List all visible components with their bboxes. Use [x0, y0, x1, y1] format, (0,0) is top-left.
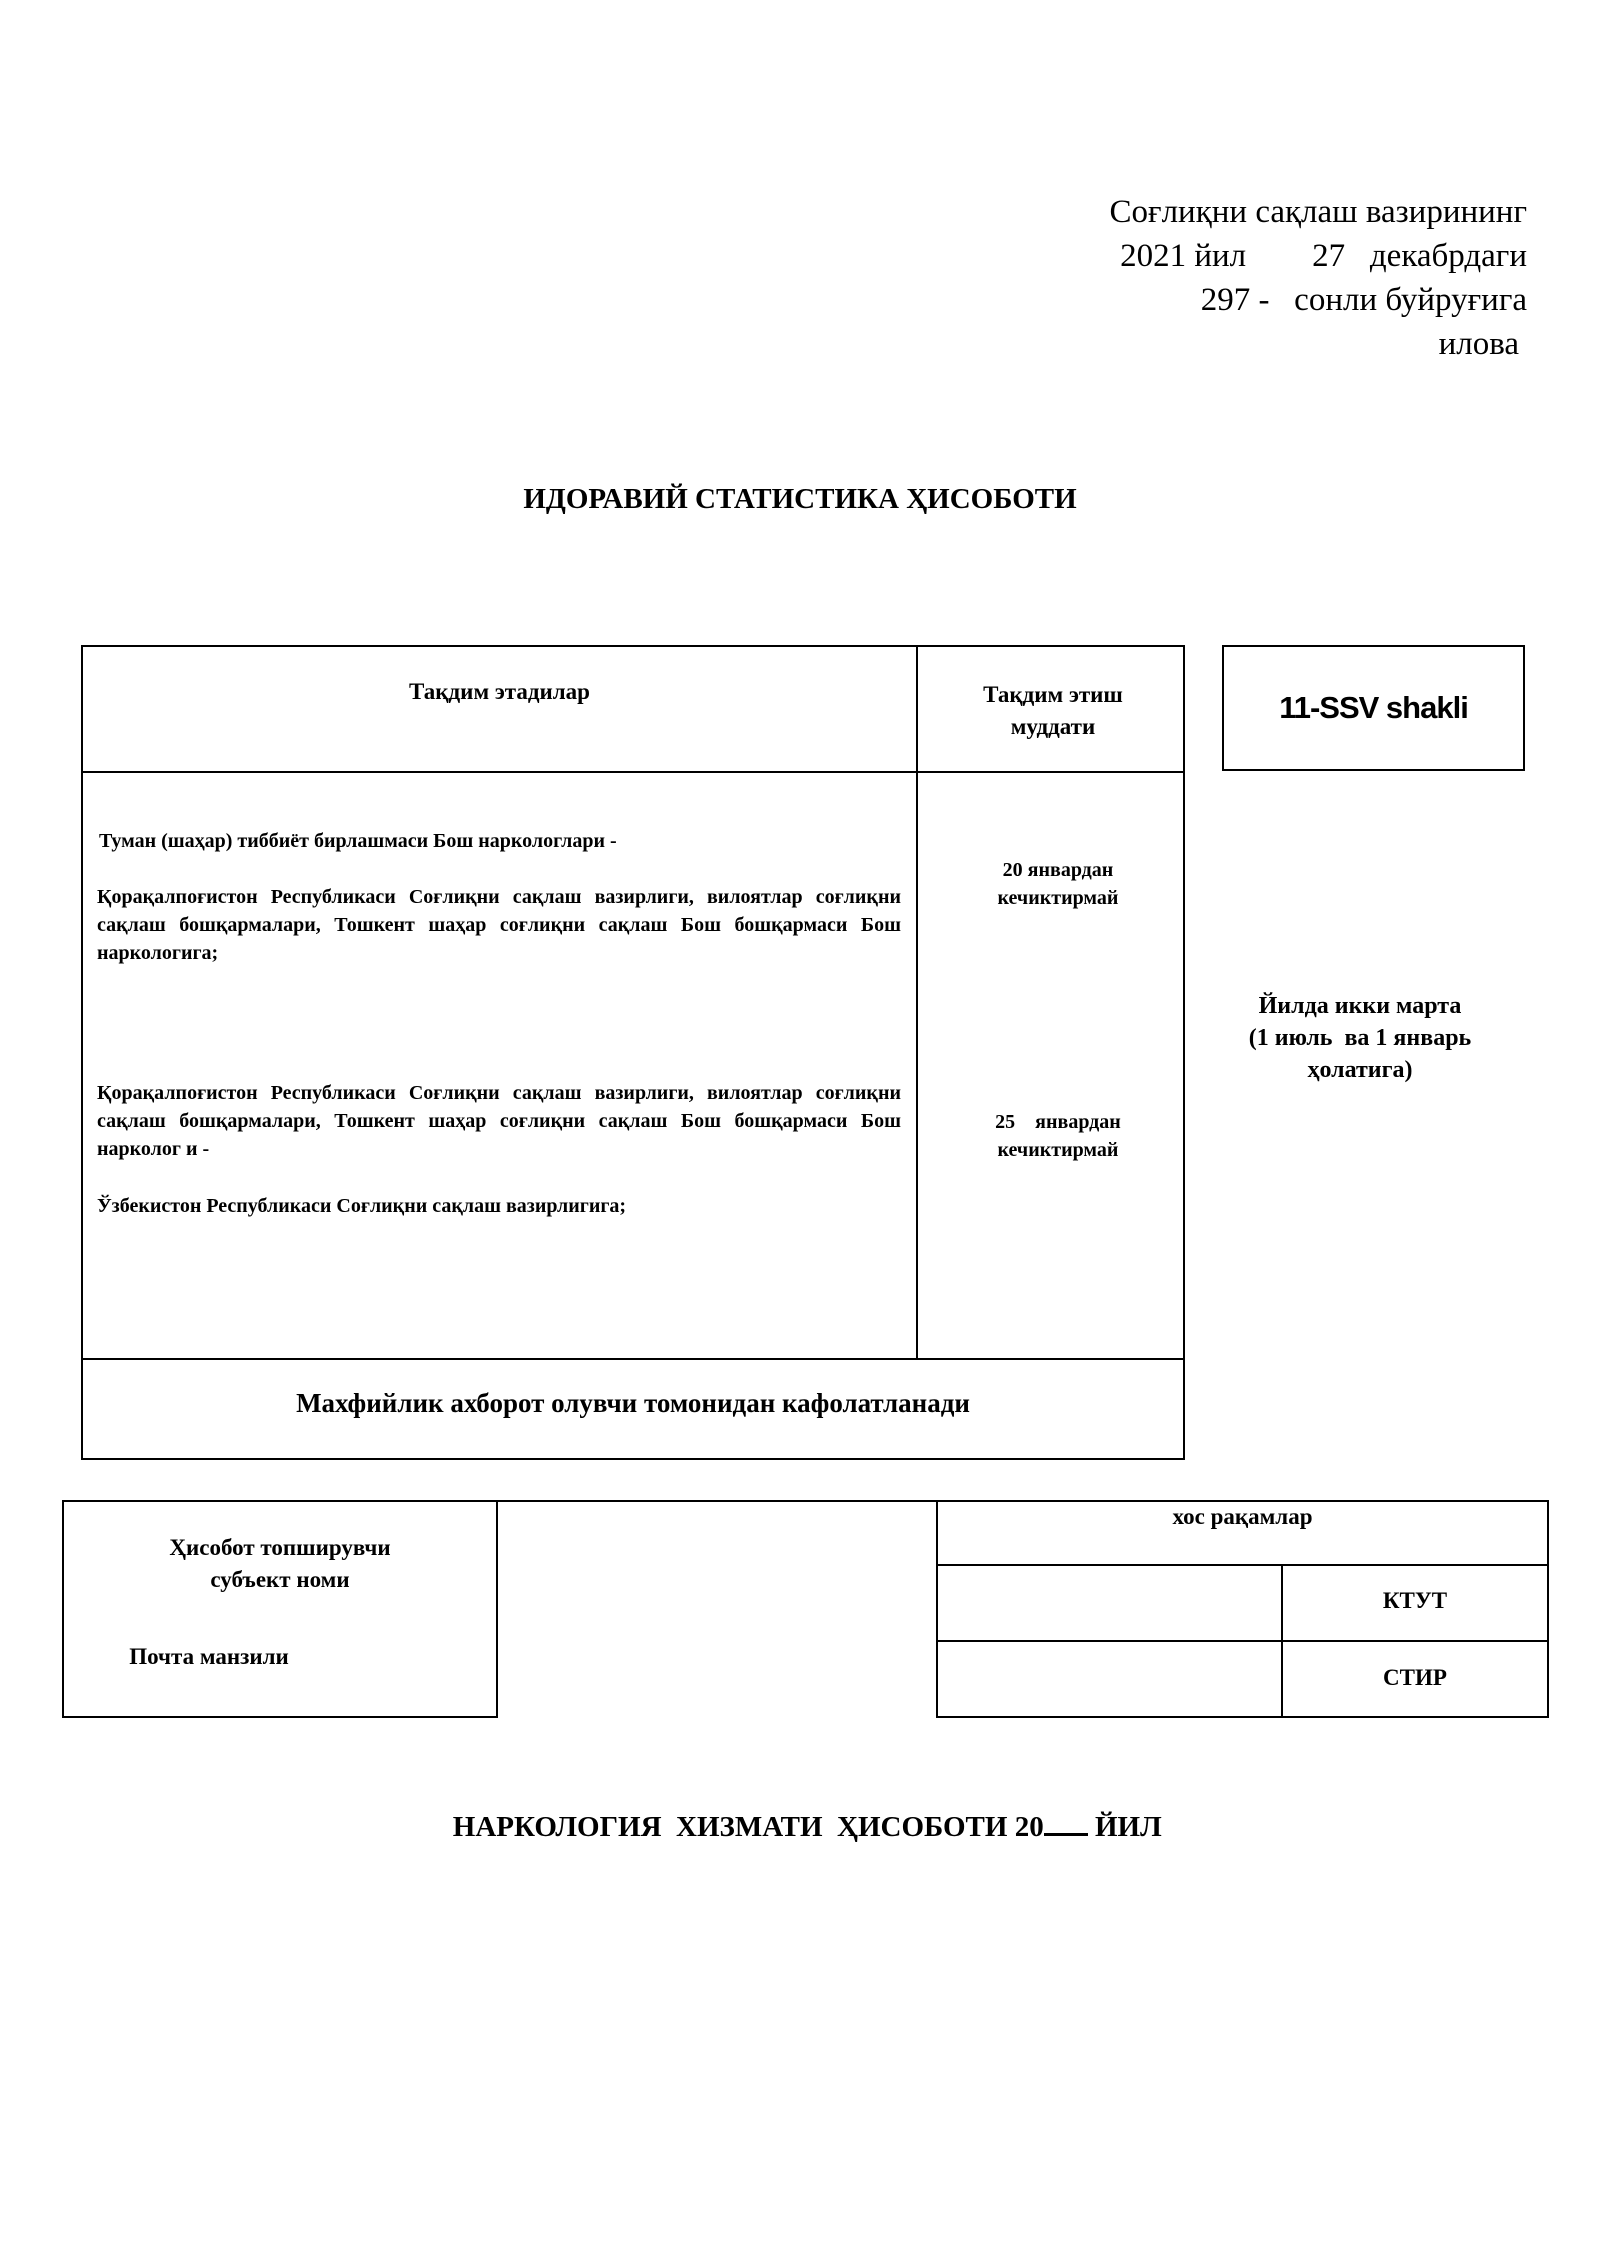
document-title: ИДОРАВИЙ СТАТИСТИКА ҲИСОБОТИ: [523, 483, 1077, 515]
approval-line-3: 297 - сонли буйруғига: [1200, 282, 1527, 318]
table-row-divider: [83, 1358, 1183, 1360]
submission-table: [81, 645, 1185, 1460]
frequency-line-1: Йилда икки марта: [1258, 993, 1462, 1019]
approval-line-2: 2021 йил 27 декабрдаги: [1120, 238, 1527, 274]
codes-column-divider: [1281, 1564, 1283, 1716]
header-recipients: Тақдим этадилар: [409, 679, 590, 704]
report-title-text: НАРКОЛОГИЯ ХИЗМАТИ ҲИСОБОТИ 20: [452, 1811, 1044, 1843]
frequency-line-3: ҳолатига): [1307, 1057, 1413, 1083]
report-title-suffix: ЙИЛ: [1087, 1811, 1162, 1843]
frequency-line-2: (1 июль ва 1 январь: [1248, 1025, 1472, 1051]
frequency-note: [1205, 990, 1515, 1086]
block1-from: Туман (шаҳар) тиббиёт бирлашмаси Бош наркологлари -: [99, 830, 617, 852]
codes-box: [936, 1500, 1549, 1718]
subject-info-box: [62, 1500, 498, 1718]
table-row-divider: [83, 771, 1183, 773]
header-deadline: Тақдим этиш муддати: [983, 682, 1123, 739]
approval-line-1: Соғлиқни сақлаш вазирининг: [1109, 194, 1527, 230]
block2-from: Қорақалпоғистон Республикаси Соғлиқни сақлаш вазирлиги, вилоятлар соғлиқни сақлаш бошқармалари, Тошкент шаҳар соғлиқни сақлаш Бош бошқармаси Бош нарколог и -: [97, 1082, 901, 1160]
report-title: [0, 1776, 1600, 1844]
code-stir-label: СТИР: [1383, 1665, 1447, 1690]
subject-value-cell: [496, 1500, 937, 1718]
codes-header: хос рақамлар: [1172, 1504, 1313, 1529]
block2-deadline: 25 январдан кечиктирмай: [995, 1111, 1126, 1161]
postal-address-label: Почта манзили: [129, 1644, 289, 1669]
block1-to: Қорақалпоғистон Республикаси Соғлиқни сақлаш вазирлиги, вилоятлар соғлиқни сақлаш бошқармалари, Тошкент шаҳар соғлиқни сақлаш Бош бошқармаси Бош наркологига;: [97, 886, 901, 964]
codes-row-divider: [938, 1564, 1547, 1566]
block2-to: Ўзбекистон Республикаси Соғлиқни сақлаш вазирлигига;: [97, 1195, 627, 1217]
codes-row-divider: [938, 1640, 1547, 1642]
confidentiality-note: Махфийлик ахборот олувчи томонидан кафолатланади: [296, 1388, 970, 1418]
approval-line-4: илова: [1438, 326, 1519, 362]
table-column-divider: [916, 647, 918, 1358]
form-code: 11-SSV shakli: [1279, 690, 1468, 725]
block1-deadline: 20 январдан кечиктирмай: [997, 859, 1119, 909]
form-code-box: [1222, 645, 1525, 771]
subject-name-label: Ҳисобот топширувчи субъект номи: [169, 1535, 391, 1592]
approval-note: [927, 190, 1527, 366]
year-blank: [1044, 1809, 1088, 1836]
code-ktut-label: КТУТ: [1382, 1588, 1448, 1613]
